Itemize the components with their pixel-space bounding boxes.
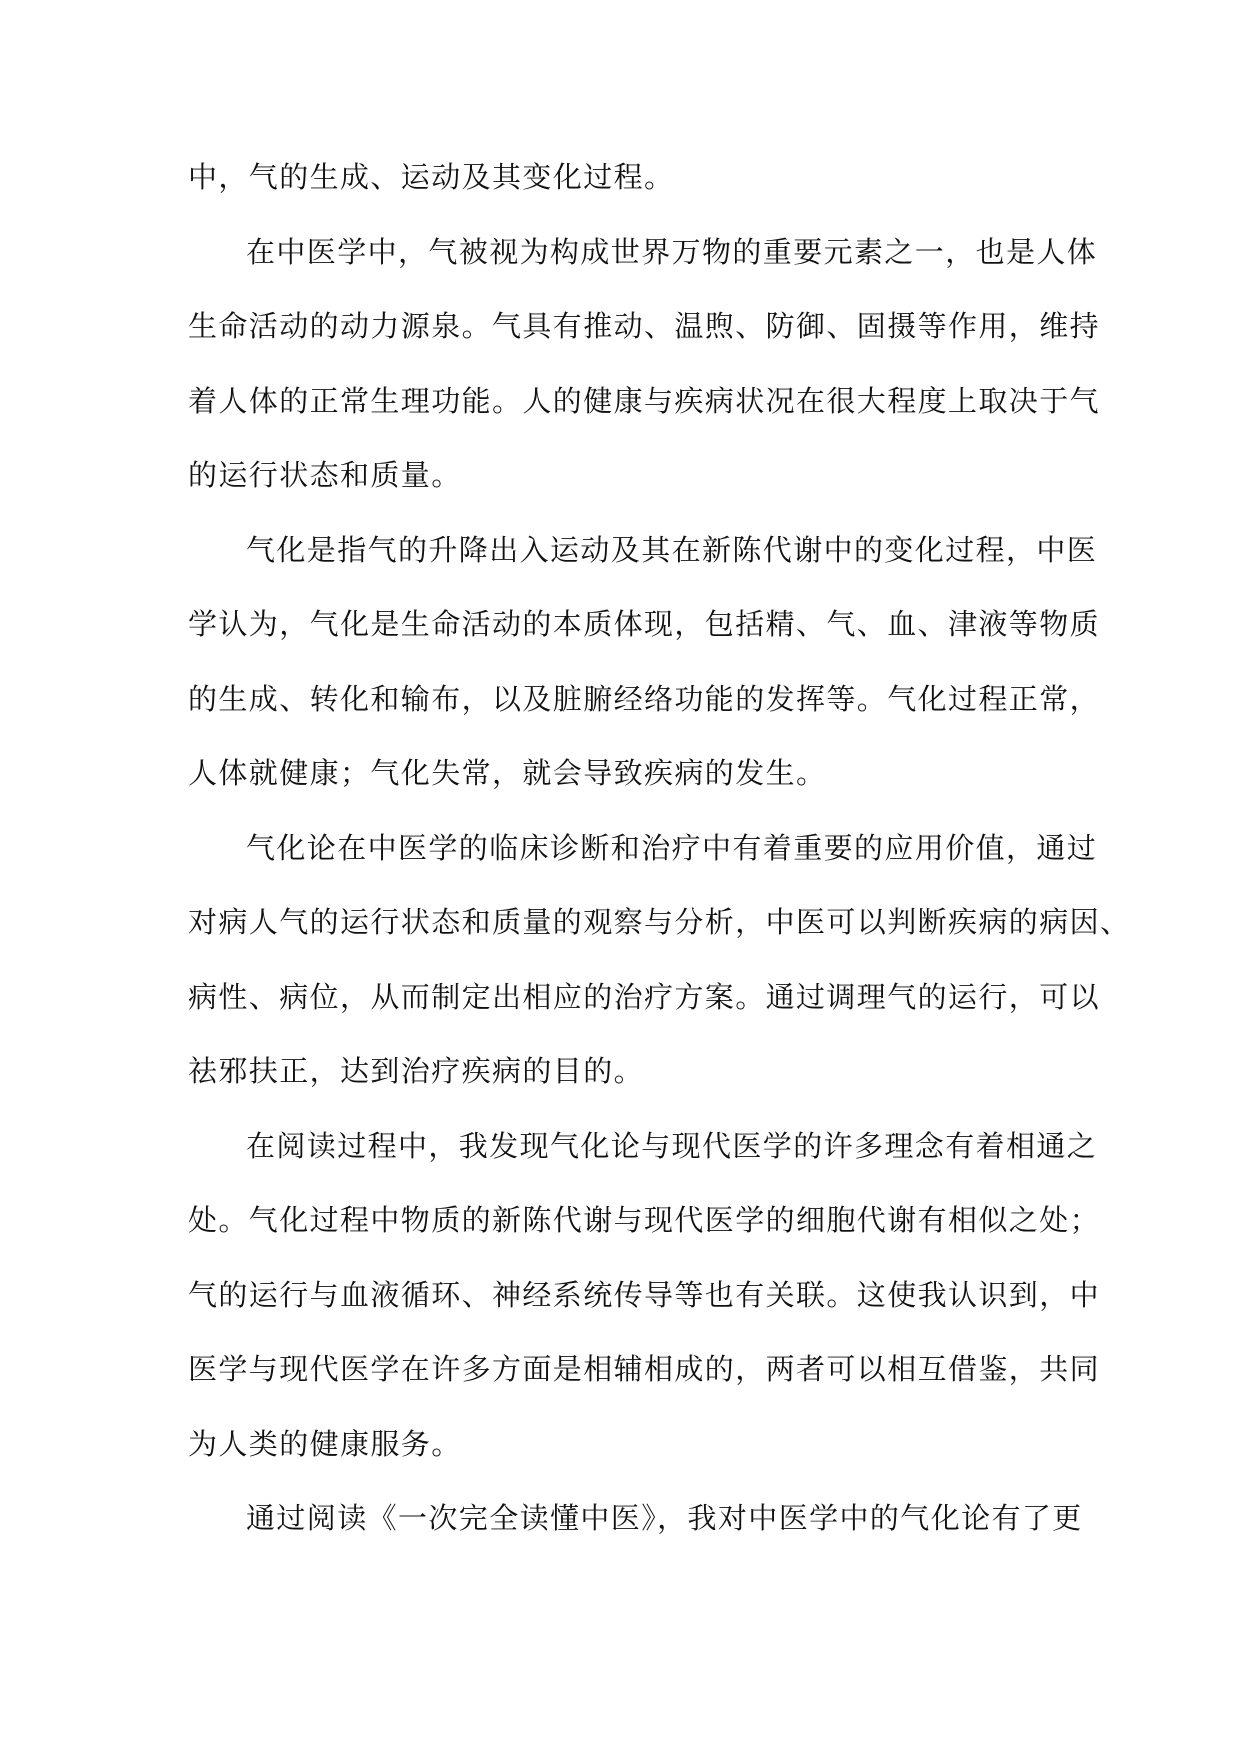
text-line: 着人体的正常生理功能。人的健康与疾病状况在很大程度上取决于气: [188, 383, 1101, 418]
text-line: 人体就健康；气化失常，就会导致疾病的发生。: [188, 756, 827, 790]
text-line: 的生成、转化和输布，以及脏腑经络功能的发挥等。气化过程正常，: [188, 681, 1101, 716]
text-line: 在阅读过程中，我发现气化论与现代医学的许多理念有着相通之: [246, 1128, 1098, 1163]
text-line: 气化是指气的升降出入运动及其在新陈代谢中的变化过程，中医: [246, 532, 1098, 567]
text-line: 医学与现代医学在许多方面是相辅相成的，两者可以相互借鉴，共同: [188, 1352, 1101, 1386]
text-line: 通过阅读《一次完全读懂中医》，我对中医学中的气化论有了更: [246, 1501, 1083, 1535]
text-line: 病性、病位，从而制定出相应的治疗方案。通过调理气的运行，可以: [188, 979, 1101, 1014]
text-line: 学认为，气化是生命活动的本质体现，包括精、气、血、津液等物质: [188, 607, 1101, 641]
text-line: 为人类的健康服务。: [188, 1426, 462, 1461]
text-line: 气化论在中医学的临床诊断和治疗中有着重要的应用价值，通过: [246, 830, 1098, 865]
text-line: 祛邪扶正，达到治疗疾病的目的。: [188, 1054, 645, 1088]
text-line: 中，气的生成、运动及其变化过程。: [188, 160, 675, 194]
text-line: 生命活动的动力源泉。气具有推动、温煦、防御、固摄等作用，维持: [188, 309, 1101, 343]
text-line: 的运行状态和质量。: [188, 458, 462, 492]
text-line: 对病人气的运行状态和质量的观察与分析，中医可以判断疾病的病因、: [188, 905, 1131, 939]
text-line: 在中医学中，气被视为构成世界万物的重要元素之一，也是人体: [246, 234, 1098, 269]
text-line: 气的运行与血液循环、神经系统传导等也有关联。这使我认识到，中: [188, 1277, 1101, 1312]
text-line: 处。气化过程中物质的新陈代谢与现代医学的细胞代谢有相似之处；: [188, 1203, 1101, 1237]
body-text: [188, 140, 1131, 1556]
